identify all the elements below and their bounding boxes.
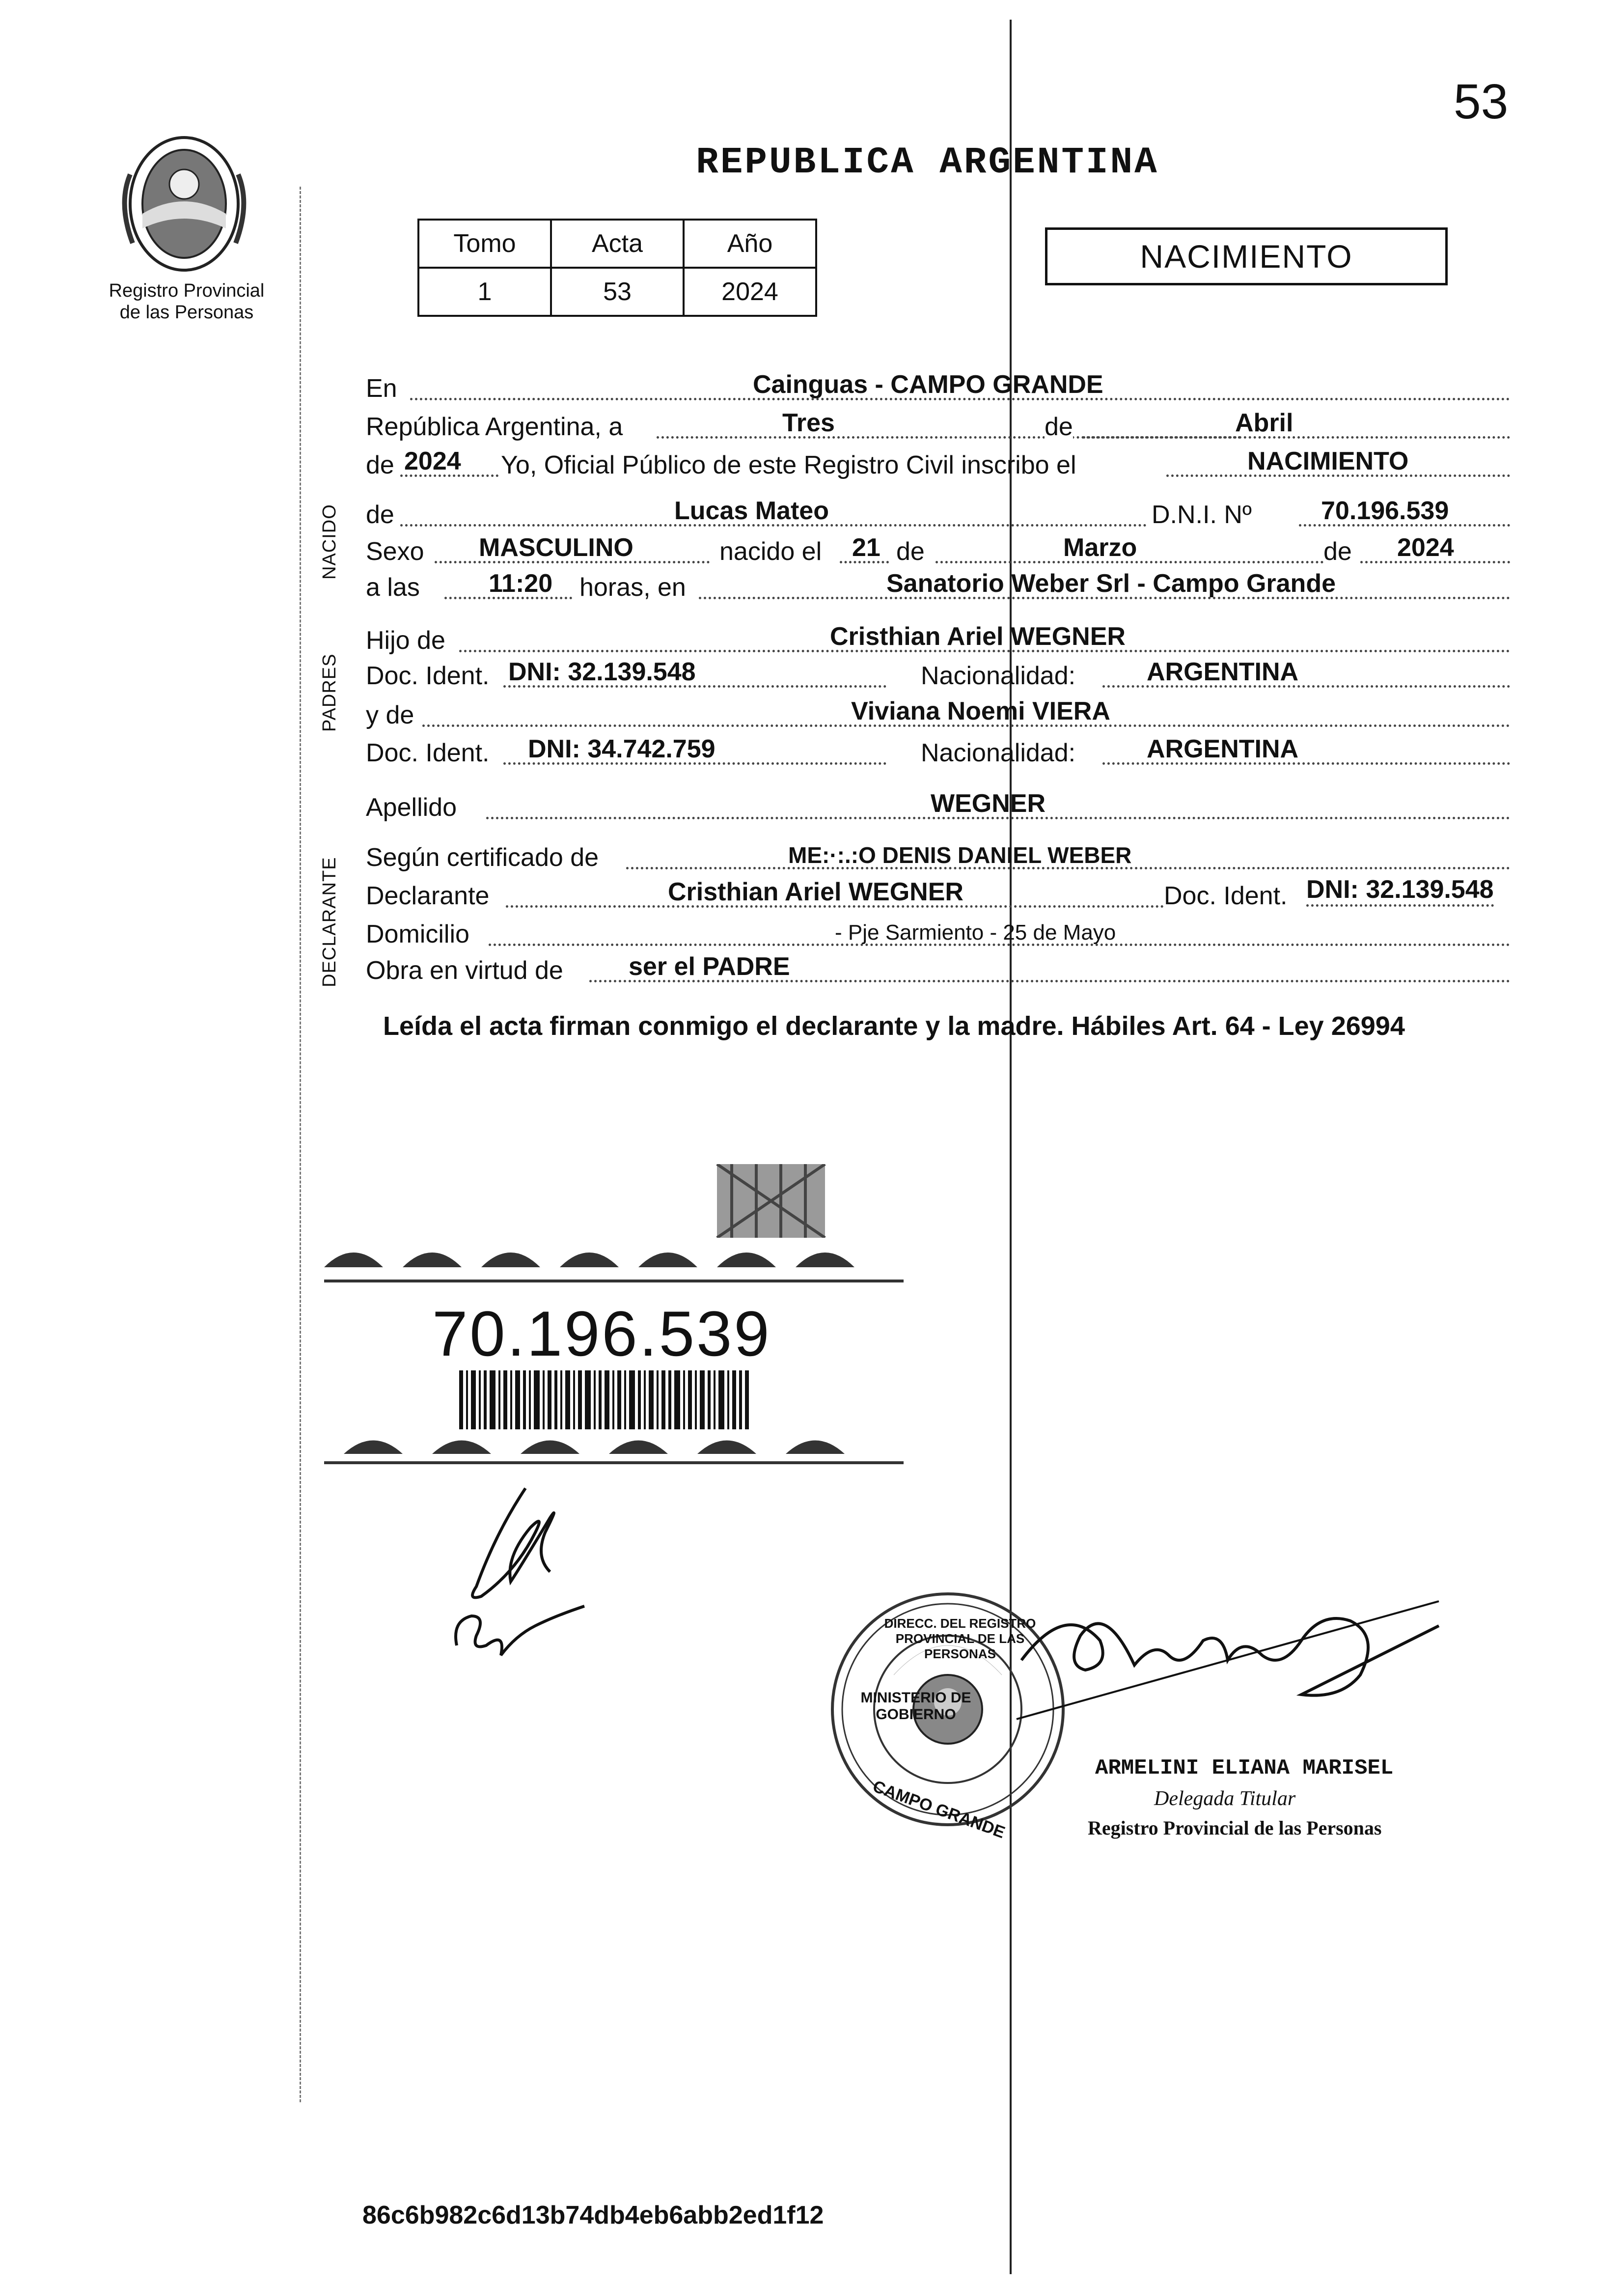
- seal-city: CAMPO GRANDE: [870, 1777, 1008, 1842]
- row-nombre: [366, 497, 1510, 531]
- margin-line: [300, 187, 303, 2102]
- doc-label: Doc. Ident.: [366, 662, 490, 690]
- obra-value: ser el PADRE: [629, 952, 790, 981]
- declarant-signature: [437, 1474, 643, 1680]
- row-oficial: [366, 447, 1510, 482]
- certificado-label: Según certificado de: [366, 843, 599, 872]
- side-label-declarante: DECLARANTE: [319, 857, 340, 987]
- domicilio-value: - Pje Sarmiento - 25 de Mayo: [835, 920, 1116, 945]
- tipo-acta-value: NACIMIENTO: [1247, 447, 1409, 475]
- de-label-3: de: [1323, 537, 1352, 566]
- barcode-bars: [459, 1370, 749, 1429]
- row-certificado: [366, 840, 1510, 874]
- document-title: REPUBLICA ARGENTINA: [696, 141, 1159, 184]
- sexo-label: Sexo: [366, 537, 424, 566]
- registry-name-line2: de las Personas: [119, 302, 254, 323]
- dia-nac-value: 21: [852, 533, 881, 562]
- dia-acta-value: Tres: [782, 409, 835, 437]
- certificate-type-box: NACIMIENTO: [1045, 227, 1448, 285]
- hora-label: a las: [366, 573, 420, 602]
- de-label: de: [1045, 413, 1073, 441]
- horas-en-label: horas, en: [579, 573, 686, 602]
- doc-padre-value: DNI: 32.139.548: [508, 658, 696, 686]
- de-label-2: de: [896, 537, 925, 566]
- dots: [1083, 436, 1510, 439]
- row-obra: [366, 953, 1510, 987]
- nac-padre-value: ARGENTINA: [1147, 658, 1299, 686]
- registry-name: [83, 280, 290, 323]
- tomo-header: Tomo: [418, 220, 551, 268]
- hijo-label: Hijo de: [366, 626, 445, 655]
- apellido-value: WEGNER: [931, 789, 1046, 818]
- nacionalidad-label: Nacionalidad:: [921, 662, 1076, 690]
- row-apellido: [366, 790, 1510, 824]
- row-declarante: [366, 875, 1510, 913]
- nacionalidad-label-2: Nacionalidad:: [921, 739, 1076, 767]
- madre-value: Viviana Noemi VIERA: [851, 697, 1110, 725]
- page-number: 53: [1454, 74, 1509, 129]
- nacido-label: nacido el: [719, 537, 822, 566]
- padre-value: Cristhian Ariel WEGNER: [830, 622, 1126, 651]
- nombre-label: de: [366, 501, 394, 529]
- document-hash: 86c6b982c6d13b74db4eb6abb2ed1f12: [362, 2201, 824, 2229]
- declarante-label: Declarante: [366, 882, 490, 910]
- doc-madre-value: DNI: 34.742.759: [528, 735, 716, 763]
- acta-header: Acta: [551, 220, 684, 268]
- obra-label: Obra en virtud de: [366, 956, 563, 985]
- acta-value: 53: [551, 268, 684, 316]
- lugar-label: En: [366, 374, 397, 403]
- row-domicilio: [366, 917, 1510, 951]
- doc-label-3: Doc. Ident.: [1164, 882, 1288, 910]
- mes-acta-value: Abril: [1235, 409, 1294, 437]
- doc-declarante-value: DNI: 32.139.548: [1306, 875, 1494, 907]
- anio-acta-value: 2024: [404, 447, 461, 475]
- anio-header: Año: [684, 220, 816, 268]
- seal-outer-text: DIRECC. DEL REGISTRO PROVINCIAL DE LAS PERSONAS: [884, 1616, 1036, 1661]
- row-padre: [366, 623, 1510, 657]
- sexo-value: MASCULINO: [479, 533, 633, 562]
- official-organization: Registro Provincial de las Personas: [1088, 1817, 1382, 1839]
- oficial-text: Yo, Oficial Público de este Registro Civil inscribo el: [501, 451, 1076, 479]
- official-signature: [1007, 1582, 1449, 1729]
- official-name: ARMELINI ELIANA MARISEL: [1095, 1756, 1394, 1781]
- dni-label: D.N.I. Nº: [1152, 501, 1252, 529]
- registry-name-line1: Registro Provincial: [109, 280, 265, 301]
- side-label-padres: PADRES: [319, 653, 340, 732]
- legal-note: Leída el acta firman conmigo el declarante y la madre. Hábiles Art. 64 - Ley 26994: [383, 1011, 1405, 1041]
- nombre-value: Lucas Mateo: [674, 497, 829, 525]
- tomo-acta-table: [417, 219, 817, 317]
- tomo-value: 1: [418, 268, 551, 316]
- row-hora: [366, 570, 1510, 604]
- side-label-nacido: NACIDO: [319, 504, 340, 580]
- lugar-nac-value: Sanatorio Weber Srl - Campo Grande: [886, 569, 1336, 598]
- anio-nac-value: 2024: [1397, 533, 1454, 562]
- row-sexo: [366, 534, 1510, 568]
- seal-inner-text: MINISTERIO DE GOBIERNO: [860, 1690, 971, 1723]
- row-doc-padre: [366, 658, 1510, 693]
- anio-value: 2024: [684, 268, 816, 316]
- nac-madre-value: ARGENTINA: [1147, 735, 1299, 763]
- row-doc-madre: [366, 735, 1510, 770]
- mes-nac-value: Marzo: [1063, 533, 1137, 562]
- apellido-label: Apellido: [366, 793, 457, 822]
- hora-value: 11:20: [489, 569, 553, 598]
- row-lugar: [366, 371, 1510, 405]
- fold-line: [1010, 20, 1012, 2274]
- doc-label-2: Doc. Ident.: [366, 739, 490, 767]
- dni-value: 70.196.539: [1321, 497, 1449, 525]
- declarante-value: Cristhian Ariel WEGNER: [668, 878, 963, 906]
- certificado-value: ME:·:.:O DENIS DANIEL WEBER: [788, 842, 1132, 868]
- barcode-number: 70.196.539: [432, 1298, 771, 1369]
- domicilio-label: Domicilio: [366, 920, 469, 948]
- lugar-value: Cainguas - CAMPO GRANDE: [753, 370, 1103, 399]
- row-madre: [366, 697, 1510, 732]
- row-fecha-acta: [366, 409, 1510, 444]
- anio-label: de: [366, 451, 394, 479]
- republica-label: República Argentina, a: [366, 413, 623, 441]
- y-de-label: y de: [366, 701, 414, 729]
- official-title: Delegada Titular: [1154, 1787, 1296, 1810]
